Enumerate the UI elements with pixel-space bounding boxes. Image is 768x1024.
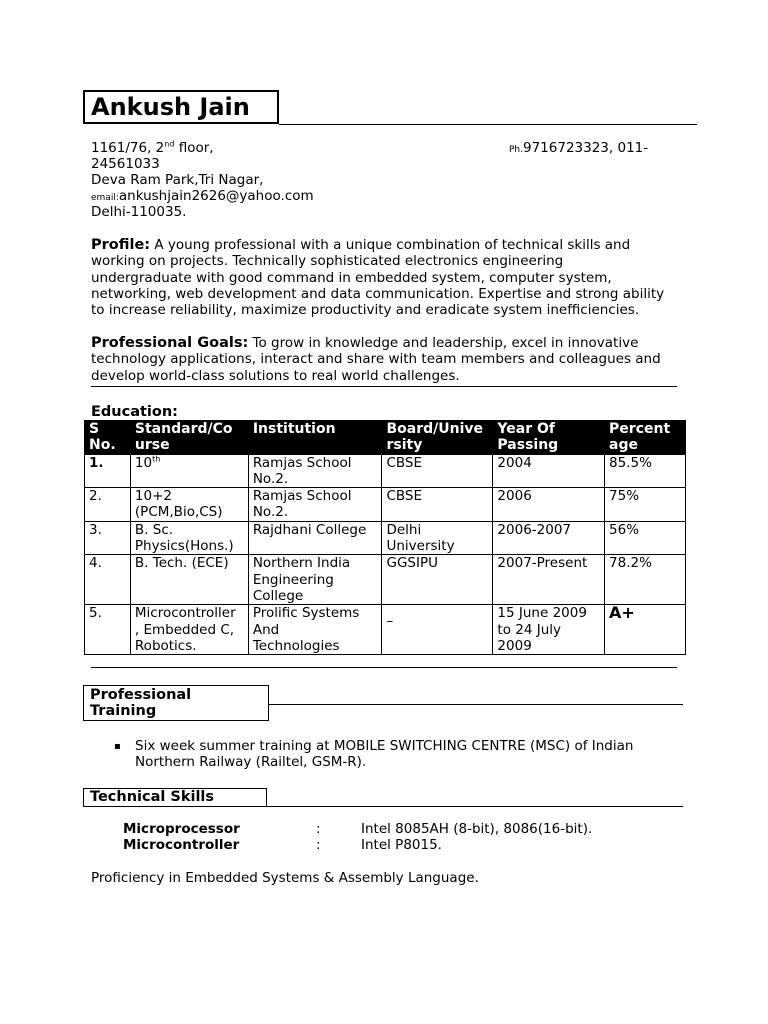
table-row: 1. 10th Ramjas School No.2. CBSE 2004 85.5% <box>85 454 686 488</box>
education-table <box>84 420 686 655</box>
skill-key-0: Microprocessor <box>123 821 240 837</box>
address-line-2: Deva Ram Park,Tri Nagar, <box>91 172 264 188</box>
header-year: Year Of Passing <box>493 421 605 455</box>
table-row: 5. Microcontroller , Embedded C, Robotics. Prolific Systems And Technologies – 15 June 2009 to 24 July 2009 A+ <box>85 605 686 655</box>
table-row: 3. B. Sc. Physics(Hons.) Rajdhani College Delhi University 2006-2007 56% <box>85 521 686 555</box>
phone: Ph.9716723323, 011- <box>509 140 649 156</box>
training-rule <box>269 704 683 705</box>
training-list <box>135 738 695 771</box>
education-rule <box>91 667 677 668</box>
address-line-1: 1161/76, 2nd floor, <box>91 139 214 156</box>
goals-section: Professional Goals: To grow in knowledge and leadership, excel in innovative technology applications, interact and share with team members and colleagues and develop world-class solutions to real world challenges. <box>91 335 661 384</box>
email: email:ankushjain2626@yahoo.com <box>91 188 314 204</box>
header-institution: Institution <box>248 421 382 455</box>
skill-value-0: Intel 8085AH (8-bit), 8086(16-bit). <box>361 821 593 837</box>
candidate-name: Ankush Jain <box>83 90 279 124</box>
phone-continued: 24561033 <box>91 156 160 172</box>
table-row: 2. 10+2 (PCM,Bio,CS) Ramjas School No.2. CBSE 2006 75% <box>85 488 686 522</box>
skill-value-1: Intel P8015. <box>361 837 442 853</box>
skill-sep-0: : <box>316 821 321 837</box>
proficiency-text: Proficiency in Embedded Systems & Assembly Language. <box>91 870 479 886</box>
skills-label-box: Technical Skills <box>83 788 267 807</box>
skills-rule <box>267 806 683 807</box>
address-line-3: Delhi-110035. <box>91 204 187 220</box>
header-rule <box>279 124 697 125</box>
profile-section: Profile: A young professional with a unique combination of technical skills and working on projects. Technically sophisticated electronics engineering undergraduate with good command in embedded system, computer system, networking, web development and data communication. Expertise and strong ability to increase reliability, maximize productivity and eradicate system inefficiencies. <box>91 237 665 319</box>
header-sno: S No. <box>85 421 131 455</box>
training-label-box: Professional Training <box>83 685 269 721</box>
header-percentage: Percent age <box>605 421 686 455</box>
goals-rule <box>91 386 677 387</box>
header-board: Board/Unive rsity <box>382 421 493 455</box>
education-label: Education: <box>91 404 178 420</box>
skill-key-1: Microcontroller <box>123 837 240 853</box>
header-standard: Standard/Co urse <box>130 421 248 455</box>
skill-sep-1: : <box>316 837 321 853</box>
education-header-row <box>85 421 686 455</box>
list-item: ▪ Six week summer training at MOBILE SWITCHING CENTRE (MSC) of Indian Northern Railway (Railtel, GSM-R). <box>135 738 695 771</box>
table-row: 4. B. Tech. (ECE) Northern India Engineering College GGSIPU 2007-Present 78.2% <box>85 555 686 605</box>
goals-label: Professional Goals: <box>91 335 249 351</box>
profile-label: Profile: <box>91 237 151 253</box>
